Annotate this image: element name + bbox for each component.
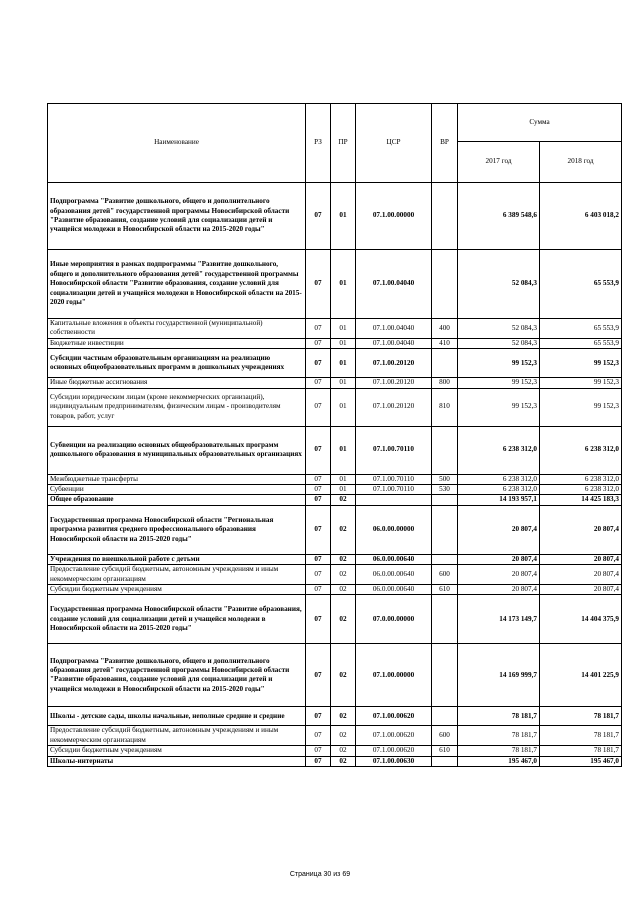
cell-y2: 99 152,3	[540, 349, 622, 378]
cell-vr	[432, 644, 458, 707]
cell-csr: 07.1.00.00620	[356, 726, 432, 746]
table-row	[48, 505, 622, 554]
cell-pr: 02	[331, 644, 356, 707]
cell-y2: 6 238 312,0	[540, 485, 622, 495]
cell-csr	[356, 495, 432, 505]
cell-vr	[432, 707, 458, 726]
cell-name: Предоставление субсидий бюджетным, автономным учреждениям и иным некоммерческим организациям	[48, 726, 306, 746]
cell-name: Субсидии частным образовательным организациям на реализацию основных общеобразовательных программ в дошкольных учреждениях	[48, 349, 306, 378]
cell-name: Предоставление субсидий бюджетным, автономным учреждениям и иным некоммерческим организациям	[48, 565, 306, 585]
cell-pr: 01	[331, 485, 356, 495]
cell-name: Государственная программа Новосибирской области "Региональная программа развития среднего профессионального образования Новосибирской области на 2015-2020 годы"	[48, 505, 306, 554]
page-number: Страница 30 из 69	[289, 871, 351, 878]
table-row	[48, 250, 622, 319]
table-row	[48, 644, 622, 707]
cell-y1: 195 467,0	[458, 756, 540, 766]
cell-y2: 14 401 225,9	[540, 644, 622, 707]
cell-y1: 52 084,3	[458, 319, 540, 339]
cell-csr: 07.1.00.20120	[356, 349, 432, 378]
cell-rz: 07	[306, 338, 331, 348]
cell-csr: 07.1.00.70110	[356, 474, 432, 484]
cell-y1: 20 807,4	[458, 585, 540, 595]
header-year-2017: 2017 год	[458, 142, 540, 183]
cell-name: Подпрограмма "Развитие дошкольного, общего и дополнительного образования детей" государственной программы Новосибирской области "Развитие образования, создание условий для социализации детей и учащейся молодежи в Новосибирской области на 2015-2020 годы"	[48, 644, 306, 707]
cell-rz: 07	[306, 250, 331, 319]
header-vr: ВР	[432, 104, 458, 183]
table-row	[48, 707, 622, 726]
cell-pr: 01	[331, 349, 356, 378]
table-row	[48, 319, 622, 339]
header-year-2018: 2018 год	[540, 142, 622, 183]
table-row	[48, 554, 622, 564]
cell-y1: 78 181,7	[458, 746, 540, 756]
table-row	[48, 595, 622, 644]
table-row	[48, 474, 622, 484]
cell-y2: 65 553,9	[540, 319, 622, 339]
table-row	[48, 183, 622, 250]
header-sum: Сумма	[458, 104, 622, 142]
cell-pr: 01	[331, 183, 356, 250]
cell-rz: 07	[306, 183, 331, 250]
cell-vr: 610	[432, 746, 458, 756]
cell-vr	[432, 495, 458, 505]
cell-vr	[432, 349, 458, 378]
table-row	[48, 338, 622, 348]
cell-pr: 02	[331, 726, 356, 746]
cell-y1: 52 084,3	[458, 250, 540, 319]
cell-csr: 07.1.00.00000	[356, 644, 432, 707]
cell-y1: 14 193 957,1	[458, 495, 540, 505]
cell-rz: 07	[306, 707, 331, 726]
cell-rz: 07	[306, 554, 331, 564]
cell-rz: 07	[306, 426, 331, 474]
cell-name: Субсидии юридическим лицам (кроме некоммерческих организаций), индивидуальным предпринимателям, физическим лицам - производителям товаров, работ, услуг	[48, 388, 306, 426]
cell-vr: 600	[432, 726, 458, 746]
cell-pr: 02	[331, 554, 356, 564]
cell-pr: 01	[331, 388, 356, 426]
cell-csr: 06.0.00.00640	[356, 554, 432, 564]
header-pr: ПР	[331, 104, 356, 183]
cell-rz: 07	[306, 349, 331, 378]
cell-y2: 78 181,7	[540, 726, 622, 746]
cell-csr: 06.0.00.00000	[356, 505, 432, 554]
cell-pr: 01	[331, 378, 356, 388]
cell-rz: 07	[306, 505, 331, 554]
cell-pr: 01	[331, 319, 356, 339]
cell-y1: 99 152,3	[458, 349, 540, 378]
cell-vr	[432, 756, 458, 766]
cell-csr: 07.1.00.00620	[356, 707, 432, 726]
cell-y1: 6 238 312,0	[458, 474, 540, 484]
cell-y2: 20 807,4	[540, 554, 622, 564]
header-name: Наименование	[48, 104, 306, 183]
cell-pr: 02	[331, 746, 356, 756]
cell-csr: 07.0.00.00000	[356, 595, 432, 644]
cell-y2: 65 553,9	[540, 338, 622, 348]
table-row	[48, 746, 622, 756]
cell-pr: 01	[331, 338, 356, 348]
cell-y1: 20 807,4	[458, 565, 540, 585]
cell-name: Субвенции	[48, 485, 306, 495]
cell-y2: 6 238 312,0	[540, 474, 622, 484]
table-row	[48, 388, 622, 426]
cell-vr	[432, 183, 458, 250]
cell-name: Субвенции на реализацию основных общеобразовательных программ дошкольного образования в муниципальных образовательных организациях	[48, 426, 306, 474]
cell-name: Школы-интернаты	[48, 756, 306, 766]
table-row	[48, 756, 622, 766]
cell-rz: 07	[306, 485, 331, 495]
cell-y2: 6 403 018,2	[540, 183, 622, 250]
cell-y2: 14 404 375,9	[540, 595, 622, 644]
cell-csr: 07.1.00.04040	[356, 250, 432, 319]
cell-y1: 78 181,7	[458, 726, 540, 746]
table-row	[48, 378, 622, 388]
cell-vr	[432, 250, 458, 319]
cell-csr: 07.1.00.20120	[356, 388, 432, 426]
table-row	[48, 565, 622, 585]
cell-csr: 07.1.00.00000	[356, 183, 432, 250]
cell-name: Учреждения по внешкольной работе с детьми	[48, 554, 306, 564]
cell-vr	[432, 554, 458, 564]
cell-csr: 06.0.00.00640	[356, 565, 432, 585]
cell-pr: 01	[331, 250, 356, 319]
cell-rz: 07	[306, 495, 331, 505]
cell-y1: 99 152,3	[458, 388, 540, 426]
table-header	[48, 104, 622, 183]
cell-pr: 02	[331, 505, 356, 554]
cell-y2: 195 467,0	[540, 756, 622, 766]
cell-y2: 20 807,4	[540, 585, 622, 595]
cell-name: Иные бюджетные ассигнования	[48, 378, 306, 388]
cell-y1: 20 807,4	[458, 505, 540, 554]
cell-vr: 600	[432, 565, 458, 585]
cell-y1: 6 238 312,0	[458, 426, 540, 474]
table-body	[48, 183, 622, 767]
cell-y2: 99 152,3	[540, 388, 622, 426]
cell-pr: 01	[331, 426, 356, 474]
cell-y2: 65 553,9	[540, 250, 622, 319]
cell-vr: 410	[432, 338, 458, 348]
cell-rz: 07	[306, 644, 331, 707]
table-row	[48, 349, 622, 378]
cell-vr: 400	[432, 319, 458, 339]
cell-vr: 810	[432, 388, 458, 426]
cell-vr: 800	[432, 378, 458, 388]
cell-pr: 02	[331, 565, 356, 585]
cell-pr: 01	[331, 474, 356, 484]
cell-vr: 500	[432, 474, 458, 484]
cell-rz: 07	[306, 726, 331, 746]
cell-csr: 07.1.00.70110	[356, 485, 432, 495]
cell-y1: 6 389 548,6	[458, 183, 540, 250]
cell-rz: 07	[306, 746, 331, 756]
cell-name: Подпрограмма "Развитие дошкольного, общего и дополнительного образования детей" государственной программы Новосибирской области "Развитие образования, создание условий для социализации детей и учащейся молодежи в Новосибирской области на 2015-2020 годы"	[48, 183, 306, 250]
cell-y2: 20 807,4	[540, 505, 622, 554]
cell-name: Школы - детские сады, школы начальные, неполные средние и средние	[48, 707, 306, 726]
cell-csr: 06.0.00.00640	[356, 585, 432, 595]
cell-y1: 52 084,3	[458, 338, 540, 348]
cell-pr: 02	[331, 585, 356, 595]
cell-name: Государственная программа Новосибирской области "Развитие образования, создание условий для социализации детей и учащейся молодежи в Новосибирской области на 2015-2020 годы"	[48, 595, 306, 644]
header-rz: РЗ	[306, 104, 331, 183]
cell-name: Межбюджетные трансферты	[48, 474, 306, 484]
cell-y2: 6 238 312,0	[540, 426, 622, 474]
cell-rz: 07	[306, 378, 331, 388]
cell-y1: 6 238 312,0	[458, 485, 540, 495]
cell-y1: 14 173 149,7	[458, 595, 540, 644]
cell-vr	[432, 505, 458, 554]
header-csr: ЦСР	[356, 104, 432, 183]
cell-name: Субсидии бюджетным учреждениям	[48, 585, 306, 595]
table-row	[48, 585, 622, 595]
cell-y1: 78 181,7	[458, 707, 540, 726]
cell-name: Общее образование	[48, 495, 306, 505]
cell-y1: 20 807,4	[458, 554, 540, 564]
cell-csr: 07.1.00.04040	[356, 338, 432, 348]
cell-rz: 07	[306, 388, 331, 426]
cell-rz: 07	[306, 565, 331, 585]
cell-csr: 07.1.00.04040	[356, 319, 432, 339]
cell-vr	[432, 426, 458, 474]
cell-y1: 14 169 999,7	[458, 644, 540, 707]
cell-vr: 530	[432, 485, 458, 495]
cell-csr: 07.1.00.20120	[356, 378, 432, 388]
cell-pr: 02	[331, 495, 356, 505]
cell-y2: 99 152,3	[540, 378, 622, 388]
cell-pr: 02	[331, 707, 356, 726]
cell-rz: 07	[306, 595, 331, 644]
cell-csr: 07.1.00.00630	[356, 756, 432, 766]
cell-rz: 07	[306, 756, 331, 766]
cell-rz: 07	[306, 585, 331, 595]
cell-csr: 07.1.00.70110	[356, 426, 432, 474]
cell-vr: 610	[432, 585, 458, 595]
table-row	[48, 495, 622, 505]
cell-pr: 02	[331, 756, 356, 766]
cell-y1: 99 152,3	[458, 378, 540, 388]
table-row	[48, 485, 622, 495]
cell-name: Субсидии бюджетным учреждениям	[48, 746, 306, 756]
cell-y2: 78 181,7	[540, 707, 622, 726]
cell-rz: 07	[306, 319, 331, 339]
cell-vr	[432, 595, 458, 644]
cell-csr: 07.1.00.00620	[356, 746, 432, 756]
cell-y2: 14 425 183,3	[540, 495, 622, 505]
cell-name: Капитальные вложения в объекты государственной (муниципальной) собственности	[48, 319, 306, 339]
cell-y2: 20 807,4	[540, 565, 622, 585]
table-row	[48, 426, 622, 474]
cell-name: Иные мероприятия в рамках подпрограммы "Развитие дошкольного, общего и дополнительного образования детей" государственной программы Новосибирской области "Развитие образования, создание условий для социализации детей и учащейся молодежи в Новосибирской области на 2015-2020 годы"	[48, 250, 306, 319]
cell-rz: 07	[306, 474, 331, 484]
budget-table	[47, 103, 622, 767]
table-row	[48, 726, 622, 746]
cell-pr: 02	[331, 595, 356, 644]
cell-y2: 78 181,7	[540, 746, 622, 756]
cell-name: Бюджетные инвестиции	[48, 338, 306, 348]
